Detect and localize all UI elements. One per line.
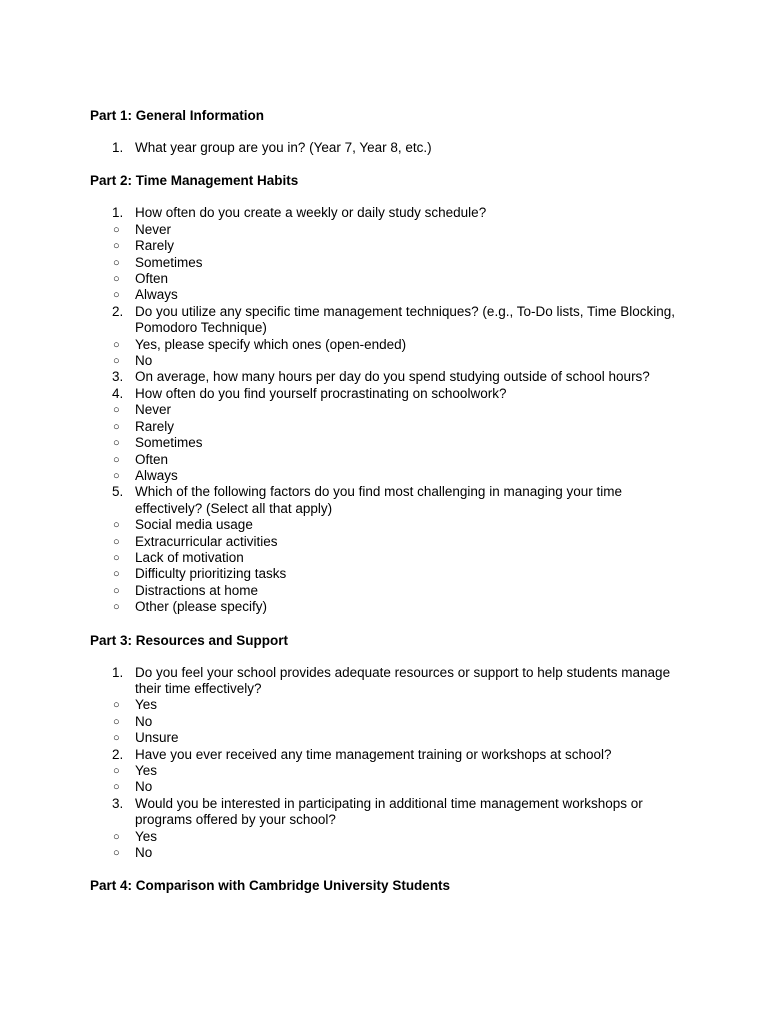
circle-bullet-icon: ○ — [113, 765, 120, 777]
question-number: 3. — [112, 369, 124, 385]
circle-bullet-icon: ○ — [113, 289, 120, 302]
circle-bullet-icon: ○ — [113, 256, 120, 269]
question-item — [90, 304, 690, 337]
circle-bullet-icon: ○ — [113, 535, 120, 548]
option-label: Yes, please specify which ones (open-ended) — [135, 336, 407, 352]
part3-question-list — [90, 665, 690, 862]
option-item — [90, 238, 690, 254]
question-number: 4. — [112, 385, 124, 401]
option-item — [90, 222, 690, 238]
question-item — [90, 369, 690, 385]
option-item — [90, 566, 690, 582]
option-item — [90, 287, 690, 303]
option-label: Extracurricular activities — [135, 533, 278, 549]
option-label: Sometimes — [135, 435, 203, 451]
option-item — [90, 845, 690, 861]
circle-bullet-icon: ○ — [113, 830, 120, 843]
option-label: No — [135, 353, 153, 369]
option-label: Always — [135, 467, 178, 483]
question-number: 3. — [112, 795, 124, 811]
option-label: Often — [135, 271, 169, 287]
question-item — [90, 747, 690, 763]
question-item — [90, 796, 690, 829]
option-item — [90, 829, 690, 845]
question-text: How often do you find yourself procrastinating on schoolwork? — [135, 385, 507, 401]
question-text: What year group are you in? (Year 7, Year 8, etc.) — [135, 140, 432, 155]
option-item — [90, 468, 690, 484]
option-label: Yes — [135, 828, 158, 844]
option-label: Social media usage — [135, 517, 253, 533]
option-list — [90, 517, 690, 615]
circle-bullet-icon: ○ — [113, 551, 120, 564]
question-item — [90, 665, 690, 698]
option-item — [90, 697, 690, 713]
circle-bullet-icon: ○ — [113, 519, 120, 532]
question-text: How often do you create a weekly or daily study schedule? — [135, 205, 487, 221]
option-label: Yes — [135, 697, 158, 713]
question-text: On average, how many hours per day do you spend studying outside of school hours? — [135, 369, 650, 385]
circle-bullet-icon: ○ — [113, 453, 120, 466]
option-item — [90, 255, 690, 271]
question-text: Do you feel your school provides adequate resources or support to help students manage their time effectively? — [135, 664, 671, 696]
option-list — [90, 697, 690, 746]
circle-bullet-icon: ○ — [113, 223, 120, 236]
question-text: Do you utilize any specific time management techniques? (e.g., To-Do lists, Time Blocking, Pomodoro Technique) — [135, 303, 675, 336]
question-number: 1. — [112, 140, 124, 155]
option-label: No — [135, 845, 153, 861]
option-label: Lack of motivation — [135, 549, 244, 565]
question-number: 2. — [112, 303, 124, 319]
circle-bullet-icon: ○ — [113, 273, 120, 286]
option-label: Other (please specify) — [135, 599, 268, 615]
option-label: No — [135, 713, 153, 729]
circle-bullet-icon: ○ — [113, 338, 120, 351]
option-label: Unsure — [135, 730, 179, 746]
option-item — [90, 271, 690, 287]
question-text: Have you ever received any time management training or workshops at school? — [135, 746, 612, 762]
part2-heading: Part 2: Time Management Habits — [90, 173, 299, 189]
option-item — [90, 435, 690, 451]
option-item — [90, 402, 690, 418]
circle-bullet-icon: ○ — [113, 404, 120, 417]
option-label: Always — [135, 287, 178, 303]
circle-bullet-icon: ○ — [113, 568, 120, 581]
circle-bullet-icon: ○ — [113, 240, 120, 253]
circle-bullet-icon: ○ — [113, 601, 120, 614]
question-number: 2. — [112, 746, 124, 762]
option-item — [90, 550, 690, 566]
question-item — [90, 386, 690, 402]
option-item — [90, 337, 690, 353]
option-item — [90, 353, 690, 369]
part3-heading: Part 3: Resources and Support — [90, 632, 289, 648]
part1-question-list — [90, 140, 690, 156]
circle-bullet-icon: ○ — [113, 437, 120, 450]
question-number: 1. — [112, 664, 124, 680]
option-list — [90, 829, 690, 862]
option-list — [90, 222, 690, 304]
option-list — [90, 402, 690, 484]
circle-bullet-icon: ○ — [113, 781, 120, 794]
option-label: Sometimes — [135, 254, 203, 270]
option-label: Never — [135, 402, 172, 418]
part1-heading: Part 1: General Information — [90, 108, 265, 123]
option-label: No — [135, 779, 153, 795]
circle-bullet-icon: ○ — [113, 699, 120, 712]
option-label: Rarely — [135, 418, 175, 434]
option-label: Often — [135, 451, 169, 467]
option-item — [90, 730, 690, 746]
option-label: Difficulty prioritizing tasks — [135, 566, 287, 582]
question-item — [90, 140, 690, 156]
option-label: Never — [135, 221, 172, 237]
option-label: Yes — [135, 763, 158, 778]
option-item — [90, 419, 690, 435]
circle-bullet-icon: ○ — [113, 420, 120, 433]
option-item — [90, 599, 690, 615]
circle-bullet-icon: ○ — [113, 355, 120, 368]
circle-bullet-icon: ○ — [113, 469, 120, 482]
option-item — [90, 763, 690, 779]
option-item — [90, 779, 690, 795]
option-item — [90, 534, 690, 550]
circle-bullet-icon: ○ — [113, 715, 120, 728]
option-list — [90, 763, 690, 796]
option-label: Rarely — [135, 238, 175, 254]
question-text: Which of the following factors do you find most challenging in managing your time effectively? (Select all that apply) — [135, 484, 623, 516]
option-item — [90, 452, 690, 468]
question-number: 5. — [112, 484, 124, 500]
circle-bullet-icon: ○ — [113, 732, 120, 745]
option-item — [90, 714, 690, 730]
question-text: Would you be interested in participating in additional time management workshops or programs offered by your school? — [135, 795, 643, 828]
option-label: Distractions at home — [135, 582, 259, 598]
question-item — [90, 484, 690, 517]
document-page — [90, 107, 690, 894]
circle-bullet-icon: ○ — [113, 584, 120, 597]
option-list — [90, 337, 690, 370]
option-item — [90, 517, 690, 533]
circle-bullet-icon: ○ — [113, 847, 120, 860]
question-number: 1. — [112, 205, 124, 221]
part2-question-list — [90, 205, 690, 615]
option-item — [90, 583, 690, 599]
question-item — [90, 205, 690, 221]
part4-heading: Part 4: Comparison with Cambridge University Students — [90, 878, 451, 894]
